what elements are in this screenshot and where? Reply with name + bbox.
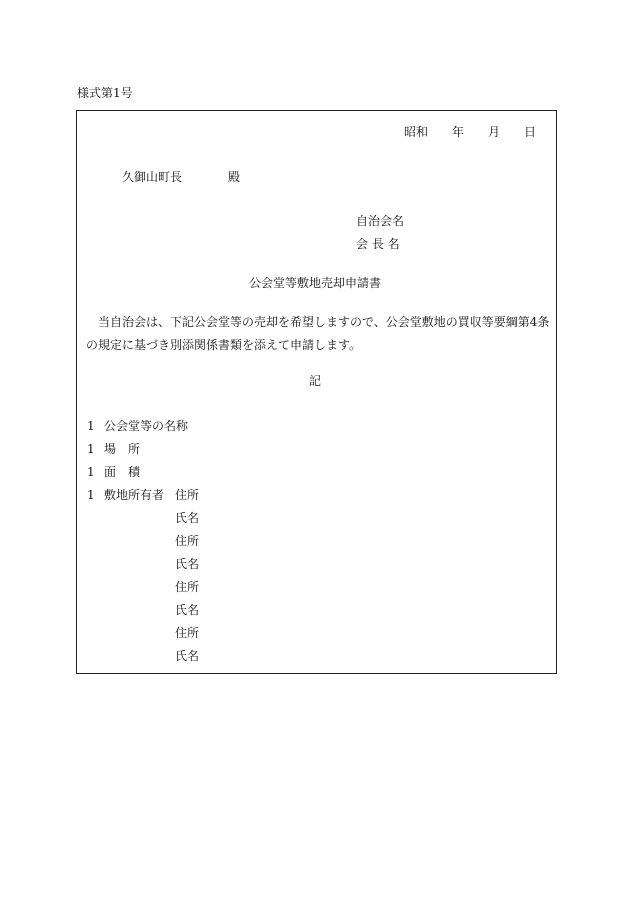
form-number: 様式第1号 xyxy=(77,86,133,100)
owner-field-label: 氏名 xyxy=(175,511,200,525)
owner-field-label: 住所 xyxy=(175,534,200,548)
document-title: 公会堂等敷地売却申請書 xyxy=(248,276,381,290)
item-label: 場 所 xyxy=(104,442,141,456)
item-number: 1 xyxy=(87,442,95,456)
date-year-label: 年 xyxy=(452,125,465,139)
chairman-name-label: 会 長 名 xyxy=(356,237,400,251)
item-number: 1 xyxy=(87,465,95,479)
owner-field-label: 住所 xyxy=(175,488,200,502)
item-number: 1 xyxy=(87,488,95,502)
record-heading: 記 xyxy=(308,374,321,388)
item-label: 面 積 xyxy=(104,465,141,479)
addressee-honorific: 殿 xyxy=(228,170,241,184)
owner-field-label: 氏名 xyxy=(175,603,200,617)
date-month-label: 月 xyxy=(488,125,501,139)
date-era: 昭和 xyxy=(404,125,429,139)
item-label: 敷地所有者 xyxy=(104,488,165,502)
item-number: 1 xyxy=(87,419,95,433)
owner-field-label: 氏名 xyxy=(175,557,200,571)
body-line-1: 当自治会は、下記公会堂等の売却を希望しますので、公会堂敷地の買収等要綱第4条 xyxy=(98,315,550,329)
owner-field-label: 氏名 xyxy=(175,649,200,663)
date-day-label: 日 xyxy=(524,125,537,139)
addressee-name: 久御山町長 xyxy=(122,170,183,184)
owner-field-label: 住所 xyxy=(175,580,200,594)
owner-field-label: 住所 xyxy=(175,626,200,640)
body-line-2: の規定に基づき別添関係書類を添えて申請します。 xyxy=(86,338,362,352)
association-name-label: 自治会名 xyxy=(356,214,405,228)
application-form-box xyxy=(76,110,557,674)
item-label: 公会堂等の名称 xyxy=(104,419,189,433)
